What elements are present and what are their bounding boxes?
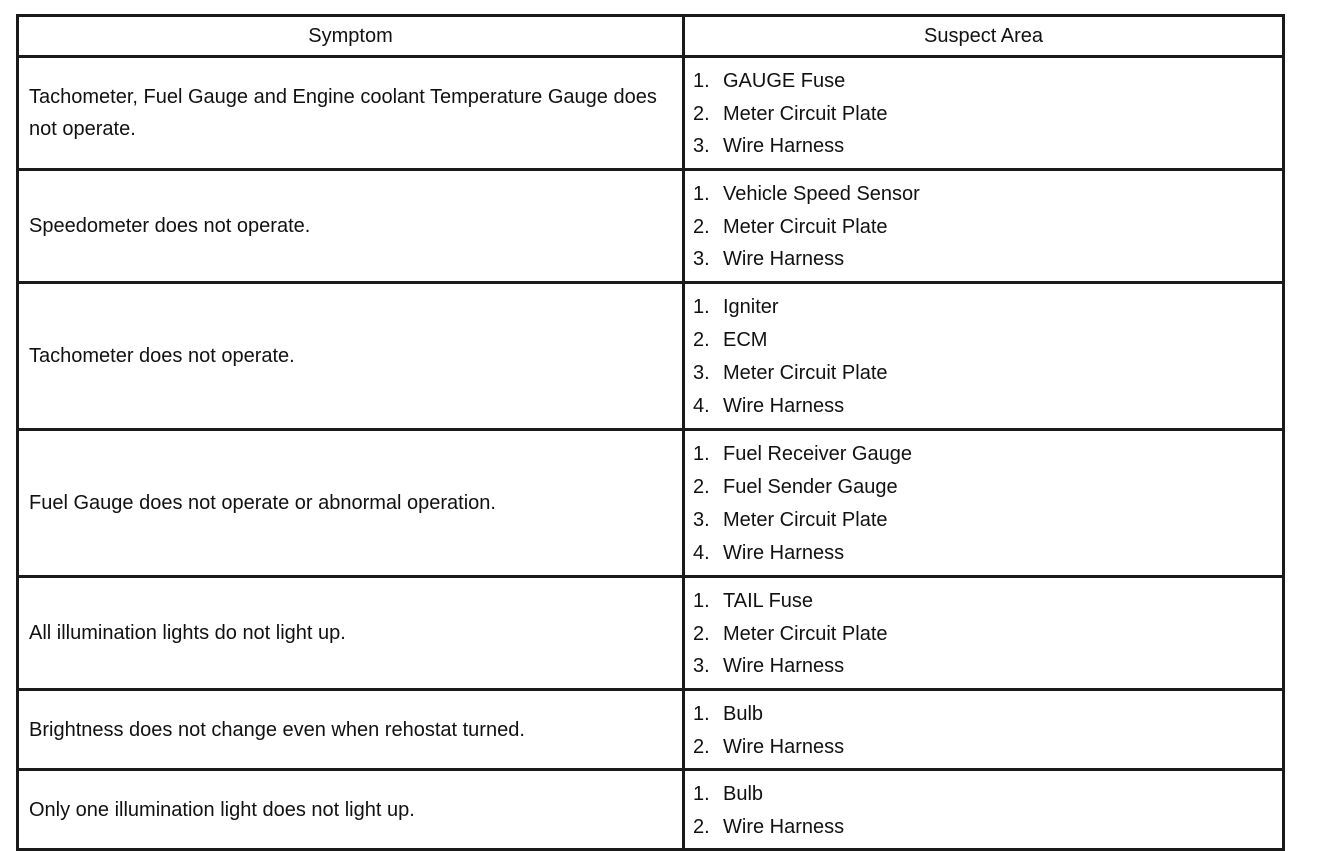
symptom-cell: Tachometer does not operate.	[18, 283, 684, 430]
item-text: Wire Harness	[723, 541, 845, 564]
list-item	[693, 585, 1274, 618]
suspect-area-cell	[684, 770, 1284, 850]
list-item	[693, 357, 1274, 390]
suspect-list	[693, 778, 1274, 844]
list-item	[693, 698, 1274, 731]
table-row	[18, 770, 1284, 850]
table-row	[18, 430, 1284, 577]
item-number: 3.	[693, 655, 710, 678]
item-number: 1.	[693, 589, 710, 612]
item-text: Bulb	[723, 702, 764, 725]
item-text: Wire Harness	[723, 815, 845, 838]
table-row	[18, 57, 1284, 170]
list-item	[693, 211, 1274, 244]
symptom-cell: All illumination lights do not light up.	[18, 577, 684, 690]
item-number: 3.	[693, 509, 710, 531]
table-row	[18, 690, 1284, 770]
list-item	[693, 291, 1274, 324]
list-item	[693, 178, 1274, 211]
list-item	[693, 504, 1274, 537]
item-text: Fuel Sender Gauge	[723, 476, 898, 499]
item-text: Meter Circuit Plate	[723, 509, 888, 531]
item-text: Bulb	[723, 782, 764, 805]
suspect-list	[693, 698, 1274, 764]
item-text: ECM	[723, 329, 768, 352]
item-number: 2.	[693, 622, 710, 645]
item-number: 3.	[693, 362, 710, 384]
list-item	[693, 811, 1274, 844]
item-number: 3.	[693, 135, 710, 158]
item-text: Meter Circuit Plate	[723, 362, 888, 384]
item-number: 1.	[693, 69, 710, 92]
item-number: 1.	[693, 296, 710, 319]
item-text: Wire Harness	[723, 655, 845, 678]
table-row	[18, 283, 1284, 430]
column-header-suspect-area: Suspect Area	[684, 16, 1284, 57]
item-text: Meter Circuit Plate	[723, 102, 888, 125]
suspect-list	[693, 291, 1274, 422]
suspect-area-cell	[684, 430, 1284, 577]
suspect-list	[693, 65, 1274, 163]
suspect-area-cell	[684, 283, 1284, 430]
troubleshooting-table-container	[16, 14, 1282, 851]
column-header-symptom: Symptom	[18, 16, 684, 57]
list-item	[693, 731, 1274, 764]
troubleshooting-table	[16, 14, 1285, 851]
suspect-list	[693, 438, 1274, 569]
item-text: Wire Harness	[723, 394, 845, 417]
suspect-area-cell	[684, 577, 1284, 690]
item-text: Wire Harness	[723, 735, 845, 758]
list-item	[693, 98, 1274, 131]
item-text: GAUGE Fuse	[723, 69, 846, 92]
list-item	[693, 778, 1274, 811]
item-number: 2.	[693, 735, 710, 758]
item-number: 2.	[693, 476, 710, 499]
item-text: TAIL Fuse	[723, 589, 814, 612]
list-item	[693, 324, 1274, 357]
symptom-cell: Tachometer, Fuel Gauge and Engine coolant Temperature Gauge does not operate.	[18, 57, 684, 170]
symptom-cell: Speedometer does not operate.	[18, 170, 684, 283]
list-item	[693, 618, 1274, 651]
item-text: Fuel Receiver Gauge	[723, 443, 912, 466]
item-text: Meter Circuit Plate	[723, 215, 888, 238]
item-text: Vehicle Speed Sensor	[723, 182, 920, 205]
symptom-cell: Brightness does not change even when rehostat turned.	[18, 690, 684, 770]
suspect-area-cell	[684, 690, 1284, 770]
item-number: 4.	[693, 394, 710, 417]
item-text: Igniter	[723, 296, 779, 319]
suspect-area-cell	[684, 57, 1284, 170]
symptom-cell: Fuel Gauge does not operate or abnormal operation.	[18, 430, 684, 577]
item-number: 1.	[693, 782, 710, 805]
suspect-list	[693, 585, 1274, 683]
list-item	[693, 650, 1274, 683]
list-item	[693, 65, 1274, 98]
item-text: Wire Harness	[723, 135, 845, 158]
item-number: 1.	[693, 182, 710, 205]
table-header-row	[18, 16, 1284, 57]
list-item	[693, 390, 1274, 423]
item-number: 2.	[693, 215, 710, 238]
symptom-cell: Only one illumination light does not light up.	[18, 770, 684, 850]
suspect-list	[693, 178, 1274, 276]
item-number: 1.	[693, 702, 710, 725]
item-number: 2.	[693, 102, 710, 125]
suspect-area-cell	[684, 170, 1284, 283]
item-text: Wire Harness	[723, 248, 845, 271]
list-item	[693, 130, 1274, 163]
item-number: 3.	[693, 248, 710, 271]
table-row	[18, 577, 1284, 690]
list-item	[693, 438, 1274, 471]
item-text: Meter Circuit Plate	[723, 622, 888, 645]
list-item	[693, 537, 1274, 570]
item-number: 1.	[693, 443, 710, 466]
item-number: 4.	[693, 541, 710, 564]
table-row	[18, 170, 1284, 283]
list-item	[693, 243, 1274, 276]
item-number: 2.	[693, 329, 710, 352]
item-number: 2.	[693, 815, 710, 838]
list-item	[693, 471, 1274, 504]
